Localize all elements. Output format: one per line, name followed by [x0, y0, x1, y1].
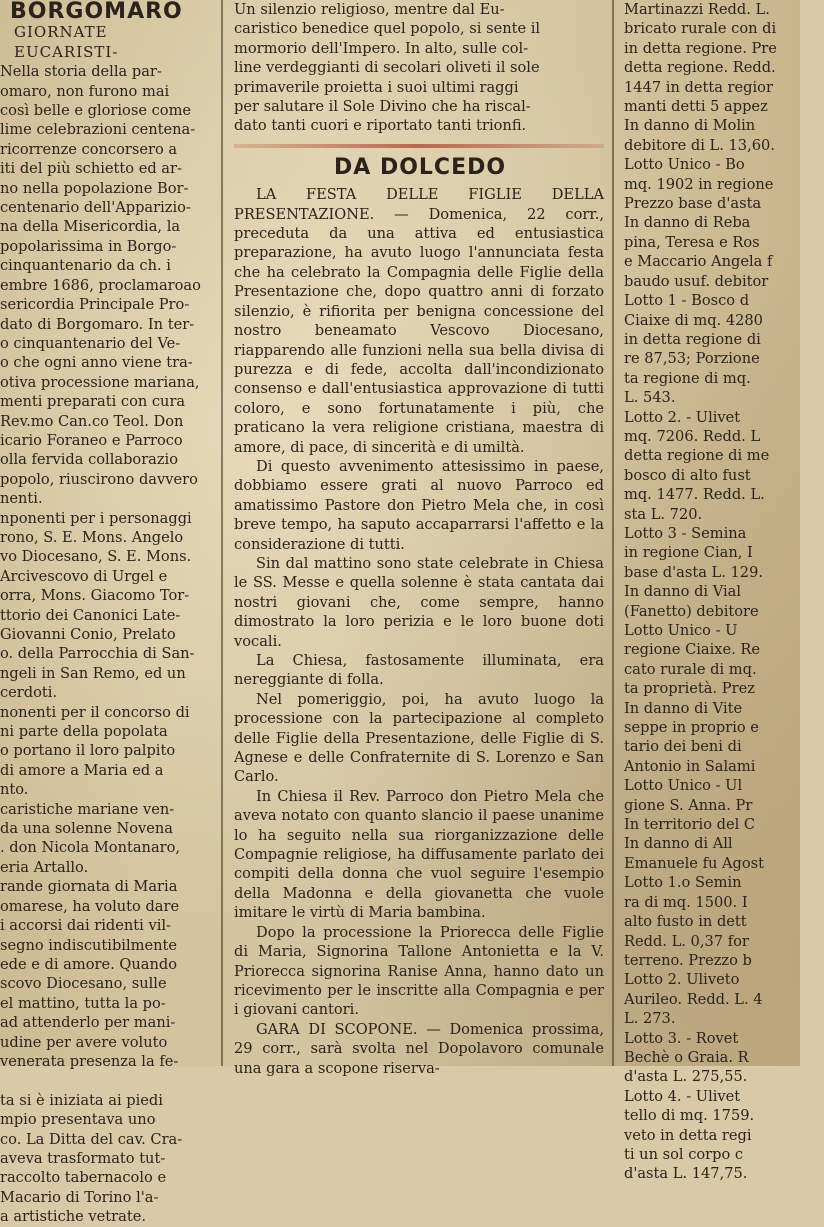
text-line: segno indiscutibilmente [0, 936, 178, 954]
text-line: nponenti per i personaggi [0, 509, 192, 527]
column-divider [612, 0, 614, 1066]
text-line: Aurileo. Redd. L. 4 [624, 990, 763, 1008]
middle-column [234, 0, 604, 1077]
text-line: Ciaixe di mq. 4280 [624, 311, 763, 329]
text-line: alto fusto in dett [624, 913, 747, 931]
section-title-borgomaro: BORGOMARO [10, 0, 183, 24]
text-line: ta regione di mq. [624, 369, 751, 387]
text-line: Rev.mo Can.co Teol. Don [0, 412, 184, 430]
text-line: aveva trasformato tut- [0, 1149, 166, 1167]
text-line: omarese, ha voluto dare [0, 897, 180, 915]
text-line: mormorio dell'Impero. In alto, sulle col- [234, 39, 529, 57]
text-line: dato tanti cuori e riportato tanti trionfi. [234, 117, 527, 135]
text-line: caristico benedice quel popolo, si sente il [234, 20, 541, 38]
text-line: In danno di Molin [624, 117, 756, 135]
text-line: ngeli in San Remo, ed un [0, 664, 186, 682]
article-paragraph: Nel pomeriggio, poi, ha avuto luogo la processione con la partecipazione al completo delle Figlie della Presentazione, delle Figlie di S. Agnese e delle Confraternite di S. Lorenzo e San Carlo. [234, 690, 604, 786]
text-line: Macario di Torino l'a- [0, 1188, 159, 1206]
text-line: menti preparati con cura [0, 393, 186, 411]
text-line: seppe in proprio e [624, 719, 759, 737]
text-line: Lotto 1 - Bosco d [624, 292, 750, 310]
text-line: bosco di alto fust [624, 466, 751, 484]
text-line: L. 543. [624, 389, 676, 407]
text-line: Lotto Unico - Ul [624, 777, 743, 795]
previous-article-end [234, 0, 604, 136]
text-line [0, 1071, 212, 1090]
text-line: sta L. 720. [624, 505, 703, 523]
text-line: Martinazzi Redd. L. [624, 1, 770, 18]
text-line: co. La Ditta del cav. Cra- [0, 1130, 183, 1148]
left-column [0, 0, 212, 1226]
text-line: cerdoti. [0, 684, 58, 702]
text-line: primaverile proietta i suoi ultimi raggi [234, 78, 519, 96]
text-line: raccolto tabernacolo e [0, 1169, 167, 1187]
text-line: per salutare il Sole Divino che ha riscal- [234, 98, 531, 116]
text-line: no nella popolazione Bor- [0, 179, 189, 197]
left-article-body [0, 62, 212, 1226]
text-line: ttorio dei Canonici Late- [0, 606, 181, 624]
article-paragraph: La Chiesa, fastosamente illuminata, era nereggiante di folla. [234, 652, 604, 689]
text-line: e Maccario Angela f [624, 253, 773, 271]
column-divider [221, 0, 223, 1066]
text-line: manti detti 5 appez [624, 98, 768, 116]
text-line: Lotto 4. - Ulivet [624, 1087, 741, 1105]
text-line: L. 273. [624, 1010, 676, 1028]
text-line: o. della Parrocchia di San- [0, 645, 195, 663]
text-line: d'asta L. 147,75. [624, 1165, 748, 1183]
auction-listings [624, 0, 824, 1184]
text-line: pina, Teresa e Ros [624, 233, 760, 251]
text-line: otiva processione mariana, [0, 373, 200, 391]
text-line: ra di mq. 1500. I [624, 893, 748, 911]
text-line: scovo Diocesano, sulle [0, 975, 167, 993]
text-line: ti un sol corpo c [624, 1145, 744, 1163]
text-line: Lotto Unico - Bo [624, 156, 745, 174]
text-line: re 87,53; Porzione [624, 350, 760, 368]
text-line: olla fervida collaborazio [0, 451, 179, 469]
text-line: In territorio del C [624, 816, 756, 834]
text-line: rono, S. E. Mons. Angelo [0, 528, 184, 546]
text-line: venerata presenza la fe- [0, 1052, 179, 1070]
text-line: rande giornata di Maria [0, 878, 178, 896]
text-line: lime celebrazioni centena- [0, 121, 196, 139]
text-line: mpio presentava uno [0, 1111, 156, 1129]
text-line: omaro, non furono mai [0, 82, 170, 100]
text-line: detta regione. Redd. [624, 59, 776, 77]
text-line: Redd. L. 0,37 for [624, 932, 749, 950]
text-line: di amore a Maria ed a [0, 761, 164, 779]
text-line: In danno di Reba [624, 214, 751, 232]
text-line: ricorrenze concorsero a [0, 140, 178, 158]
text-line: Un silenzio religioso, mentre dal Eu- [234, 1, 505, 18]
text-line: o portano il loro palpito [0, 742, 176, 760]
article-paragraph: In Chiesa il Rev. Parroco don Pietro Mela che aveva notato con quanto slancio il paese unanime lo ha seguito nella sua riorganizzazione delle Compagnie religiose, ha diffusamente parlato dei compiti della donna che vuol seguire l'esempio della Madonna e della giovanetta che vuole imitare le virtù di Maria bambina. [234, 787, 604, 922]
text-line: cinquantenario da ch. i [0, 257, 171, 275]
text-line: . don Nicola Montanaro, [0, 839, 181, 857]
text-line: Lotto 2. Uliveto [624, 971, 740, 989]
text-line: 1447 in detta regior [624, 78, 773, 96]
text-line: Prezzo base d'asta [624, 195, 762, 213]
text-line: ni parte della popolata [0, 723, 168, 741]
dolcedo-article-body [234, 185, 604, 1078]
text-line: vo Diocesano, S. E. Mons. [0, 548, 192, 566]
headline-dolcedo: DA DOLCEDO [334, 154, 507, 180]
section-subtitle: GIORNATE EUCARISTI- [14, 23, 119, 61]
article-separator [234, 144, 604, 148]
text-line: centenario dell'Apparizio- [0, 199, 191, 217]
text-line: ad attenderlo per mani- [0, 1014, 176, 1032]
text-line: embre 1686, proclamaroao [0, 276, 201, 294]
text-line: i accorsi dai ridenti vil- [0, 917, 171, 935]
text-line: Bechè o Graia. R [624, 1048, 749, 1066]
text-line: ta si è iniziata ai piedi [0, 1091, 163, 1109]
text-line: tario dei beni di [624, 738, 742, 756]
text-line: in detta regione di [624, 330, 761, 348]
text-line: In danno di Vite [624, 699, 743, 717]
text-line: Antonio in Salami [624, 757, 756, 775]
text-line: nenti. [0, 490, 43, 508]
text-line: dato di Borgomaro. In ter- [0, 315, 195, 333]
text-line: nonenti per il concorso di [0, 703, 190, 721]
text-line: o cinquantenario del Ve- [0, 334, 181, 352]
text-line: udine per avere voluto [0, 1033, 168, 1051]
text-line: na della Misericordia, la [0, 218, 181, 236]
text-line: In danno di Vial [624, 583, 742, 601]
text-line: Lotto 3. - Rovet [624, 1029, 739, 1047]
text-line: eria Artallo. [0, 858, 89, 876]
text-line: Nella storia della par- [0, 63, 162, 81]
text-line: detta regione di me [624, 447, 770, 465]
text-line: Arcivescovo di Urgel e [0, 567, 168, 585]
text-line: a artistiche vetrate. [0, 1208, 146, 1226]
text-line: sericordia Principale Pro- [0, 296, 190, 314]
text-line: gione S. Anna. Pr [624, 796, 753, 814]
text-line: Giovanni Conio, Prelato [0, 626, 176, 643]
text-line: Lotto 2. - Ulivet [624, 408, 741, 426]
text-line: d'asta L. 275,55. [624, 1068, 748, 1086]
text-line: caristiche mariane ven- [0, 800, 175, 818]
text-line: popolo, riuscirono davvero [0, 470, 198, 488]
text-line: debitore di L. 13,60. [624, 136, 775, 154]
text-line: mq. 1902 in regione [624, 175, 774, 193]
article-paragraph: Dopo la processione la Priorессa delle Figlie di Maria, Signorina Tallone Antonietta e la V. Priorессa signorina Ranise Anna, hanno dato un ricevimento per le inscritte alla Compagnia e per i giovani cantori. [234, 923, 604, 1019]
text-line: ta proprietà. Prez [624, 680, 755, 698]
text-line: Lotto 1.o Semin [624, 874, 742, 892]
text-line: ede e di amore. Quando [0, 955, 177, 973]
article-paragraph: Di questo avvenimento attesissimo in paese, dobbiamo essere grati al nuovo Parroco ed amatissimo Pastore don Pietro Mela che, in così breve tempo, ha saputo accaparrarsi l'affetto e la considerazione di tutti. [234, 457, 604, 553]
text-line: orra, Mons. Giacomo Tor- [0, 587, 190, 605]
text-line: line verdeggianti di secolari oliveti il sole [234, 59, 540, 77]
text-line: così belle e gloriose come [0, 102, 192, 120]
text-line: in regione Cian, I [624, 544, 753, 562]
text-line: mq. 1477. Redd. L. [624, 486, 765, 504]
text-line: in detta regione. Pre [624, 39, 777, 57]
article-paragraph: Sin dal mattino sono state celebrate in Chiesa le SS. Messe e quella solenne è stata cantata dai nostri giovani che, come sempre, hanno dimostrato la loro perizia e le loro buone doti vocali. [234, 554, 604, 650]
text-line: (Fanetto) debitore [624, 602, 759, 620]
text-line: icario Foraneo e Parroco [0, 431, 183, 449]
text-line: veto in detta regi [624, 1126, 752, 1144]
text-line: popolarissima in Borgo- [0, 237, 177, 255]
text-line: Emanuele fu Agost [624, 854, 765, 872]
right-column [624, 0, 824, 1183]
text-line: mq. 7206. Redd. L [624, 427, 761, 445]
text-line: el mattino, tutta la po- [0, 994, 166, 1012]
text-line: o che ogni anno viene tra- [0, 354, 193, 372]
text-line: nto. [0, 781, 29, 799]
text-line: iti del più schietto ed ar- [0, 160, 182, 178]
text-line: In danno di All [624, 835, 733, 853]
text-line: cato rurale di mq. [624, 660, 757, 678]
text-line: base d'asta L. 129. [624, 563, 764, 581]
text-line: Lotto 3 - Semina [624, 524, 747, 542]
text-line: regione Ciaixe. Re [624, 641, 761, 659]
text-line: baudo usuf. debitor [624, 272, 769, 290]
article-paragraph: GARA DI SCOPONE. — Domenica prossima, 29 corr., sarà svolta nel Dopolavoro comunale una gara a scopone riserva- [234, 1020, 604, 1077]
text-line: terreno. Prezzo b [624, 951, 752, 969]
text-line: bricato rurale con di [624, 20, 777, 38]
text-line: da una solenne Novena [0, 820, 174, 838]
text-line: tello di mq. 1759. [624, 1107, 755, 1125]
text-line: Lotto Unico - U [624, 622, 738, 639]
article-paragraph: LA FESTA DELLE FIGLIE DELLA PRESENTAZIONE. — Domenica, 22 corr., preceduta da una attiva ed entusiastica preparazione, ha avuto luogo l'annunciata festa che ha celebrato la Compagnia delle Figlie della Presentazione che, dopo quattro anni di forzato silenzio, è rifiorita per benigna concessione del nostro beneamato Vescovo Diocesano, riapparendo alle funzioni nella sua bella divisa di purezza e di fede, accolta dall'incondizionato consenso e dall'entusiastica approvazione di tutti coloro, e sono fortunatamente i più, che praticano la vera religione cristiana, maestra di amore, di pace, di sincerità e di umiltà. [234, 186, 604, 456]
